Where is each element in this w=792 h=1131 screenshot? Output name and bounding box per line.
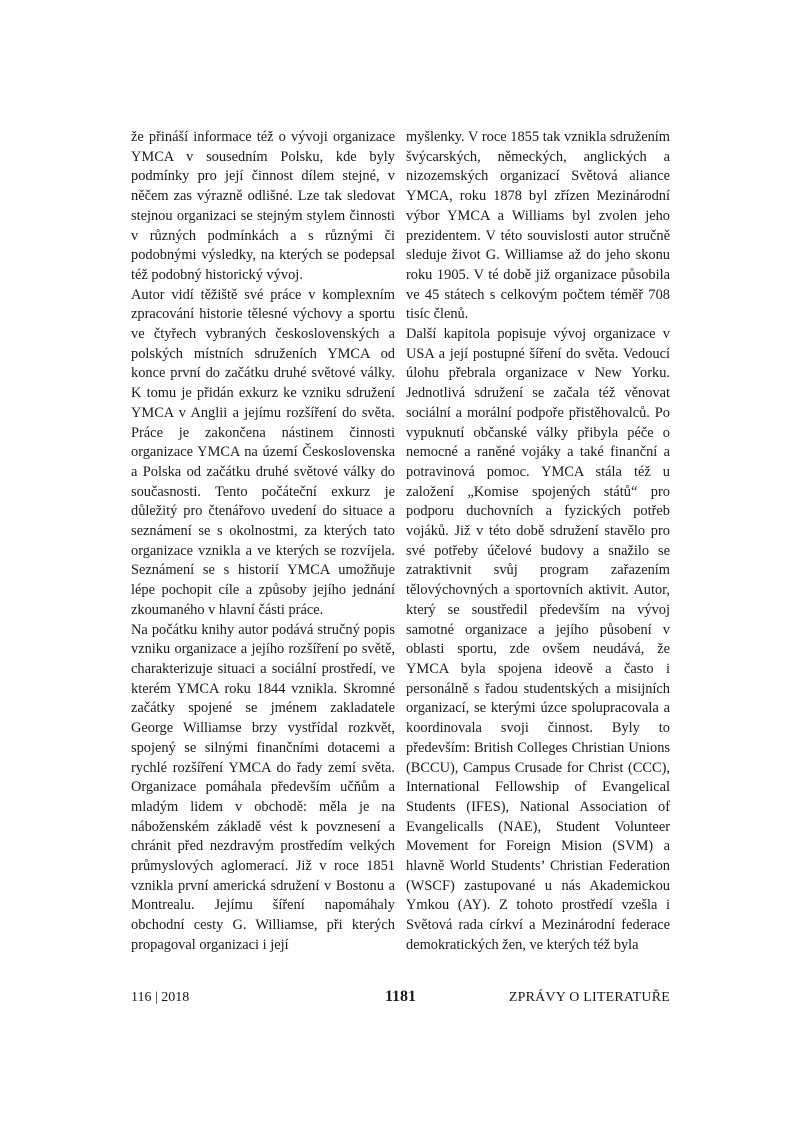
paragraph: že přináší informace též o vývoji organizace YMCA v sousedním Polsku, kde byly podmínky pro její činnost dílem stejné, v něčem zas výrazně odlišné. Lze tak sledovat stejnou organizaci se stejným stylem činnosti v různých podmínkách a s různými či podobnými výsledky, na kterých se podepsal též podobný historický vývoj. <box>131 129 395 283</box>
section-title: ZPRÁVY O LITERATUŘE <box>508 990 670 1005</box>
left-text-column <box>131 128 395 956</box>
page-number: 1181 <box>384 988 417 1005</box>
right-text-column <box>406 128 670 956</box>
page-footer <box>131 986 670 1010</box>
paragraph: myšlenky. V roce 1855 tak vznikla sdružením švýcarských, německých, anglických a nizozemských organizací Světová aliance YMCA, roku 1878 byl zřízen Mezinárodní výbor YMCA a Williams byl zvolen jeho prezidentem. V této souvislosti autor stručně sleduje život G. Williamse až do jeho skonu roku 1905. V té době již organizace působila ve 45 státech s celkovým počtem téměř 708 tisíc členů. <box>406 129 670 323</box>
paragraph: Autor vidí těžiště své práce v komplexním zpracování historie tělesné výchovy a sportu ve čtyřech vybraných československých a polských místních sdruženích YMCA od konce první do začátku druhé světové války. K tomu je přidán exkurz ke vzniku sdružení YMCA v Anglii a jejímu rozšíření do světa. Práce je zakončena nástinem činnosti organizace YMCA na území Československa a Polska od začátku druhé světové války do současnosti. Tento počáteční exkurz je důležitý pro čtenářovo uvedení do situace a seznámení se s okolnostmi, za kterých tato organizace vznikla a ve kterých se rozvíjela. Seznámení se s historií YMCA umožňuje lépe pochopit cíle a způsoby jejího jednání zkoumaného v hlavní části práce. <box>131 286 395 618</box>
paragraph: Další kapitola popisuje vývoj organizace v USA a její postupné šíření do světa. Vedoucí úlohu přebrala organizace v New Yorku. Jednotlivá sdružení se začala též věnovat sociální a morální podpoře přistěhovalců. Po vypuknutí občanské války přibyla péče o nemocné a raněné vojáky a také finanční a potravinová pomoc. YMCA stála též u založení „Komise spojených států“ pro podporu duchovních a fyzických potřeb vojáků. Již v této době sdružení stavělo pro své potřeby účelové budovy a snažilo se zatraktivnit svůj program zařazením tělovýchovných a sportovních aktivit. Autor, který se soustředil především na vývoj samotné organizace a jejího působení v oblasti sportu, zde ovšem neudává, že YMCA byla spojena ideově a často i personálně s řadou studentských a misijních organizací, se kterými úzce spolupracovala a koordinovala svoji činnost. Byly to především: British Colleges Christian Unions (BCCU), Campus Crusade for Christ (CCC), International Fellowship of Evangelical Students (IFES), National Association of Evangelicalls (NAE), Student Volunteer Movement for Foreign Mision (SVM) a hlavně World Students’ Christian Federation (WSCF) zastupované u nás Akademickou Ymkou (AY). Z tohoto prostředí vzešla i Světová rada církví a Mezinárodní federace demokratických žen, ve kterých též byla <box>406 326 670 953</box>
issue-info: 116 | 2018 <box>131 990 190 1005</box>
paragraph: Na počátku knihy autor podává stručný popis vzniku organizace a jejího rozšíření po světě, charakterizuje situaci a sociální prostředí, ve kterém YMCA roku 1844 vznikla. Skromné začátky spojené se jménem zakladatele George Williamse brzy vystřídal rozkvět, spojený se silnými finančními dotacemi a rychlé rozšíření YMCA do řady zemí světa. Organizace pomáhala především učňům a mladým lidem v obchodě: měla je na náboženském základě vést k povznesení a chránit před nezdravým prostředím velkých průmyslových aglomerací. Již v roce 1851 vznikla první americká sdružení v Bostonu a Montrealu. Jejímu šíření napomáhaly obchodní cesty G. Williamse, při kterých propagoval organizaci i její <box>131 621 395 953</box>
